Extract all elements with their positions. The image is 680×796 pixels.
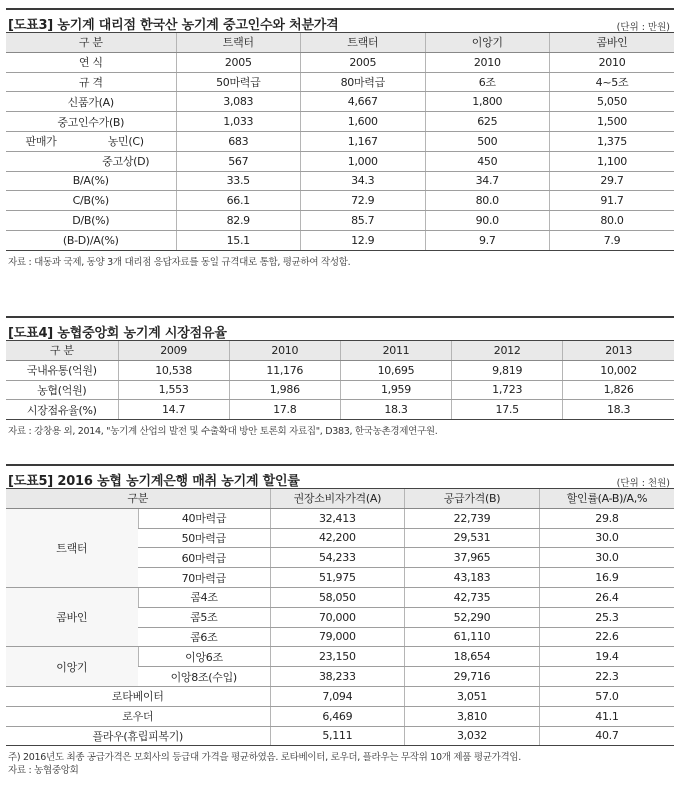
table-row <box>6 92 674 112</box>
table4-section <box>6 316 674 436</box>
table-row <box>6 400 674 420</box>
cell: 66.1 <box>176 191 301 211</box>
row-label: 이앙6조 <box>138 647 270 667</box>
cell: 1,723 <box>452 380 563 400</box>
cell: 3,083 <box>176 92 301 112</box>
cell: 15.1 <box>176 230 301 250</box>
table3-header: 이앙기 <box>425 33 550 53</box>
cell: 11,176 <box>229 360 340 380</box>
cell: 40.7 <box>539 726 674 746</box>
cell: 29,716 <box>405 667 540 687</box>
row-label: 연 식 <box>6 52 176 72</box>
cell: 38,233 <box>270 667 405 687</box>
cell: 72.9 <box>301 191 426 211</box>
cell: 2005 <box>176 52 301 72</box>
table-row <box>6 380 674 400</box>
cell: 16.9 <box>539 568 674 588</box>
row-label: B/A(%) <box>6 171 176 191</box>
cell: 1,100 <box>550 151 675 171</box>
row-label: 중고상(D) <box>102 155 150 169</box>
row-label: D/B(%) <box>6 211 176 231</box>
cell: 79,000 <box>270 627 405 647</box>
table-row <box>6 587 674 607</box>
table5-header: 권장소비자가격(A) <box>270 489 405 509</box>
cell: 37,965 <box>405 548 540 568</box>
table-row <box>6 112 674 132</box>
row-label: 플라우(휴립피복기) <box>6 726 270 746</box>
cell: 567 <box>176 151 301 171</box>
cell: 22.6 <box>539 627 674 647</box>
row-label: (B-D)/A(%) <box>6 230 176 250</box>
cell: 18.3 <box>340 400 451 420</box>
cell: 34.3 <box>301 171 426 191</box>
row-label: 규 격 <box>6 72 176 92</box>
table4-header: 2013 <box>563 341 674 361</box>
table5-title: [도표5] 2016 농협 농기계은행 매취 농기계 할인률 <box>8 474 300 489</box>
cell: 18,654 <box>405 647 540 667</box>
table5-note: 주) 2016년도 최종 공급가격은 모회사의 등급대 가격을 평균하였음. 로타베이터, 로우더, 플라우는 무작위 10개 제품 평균가격임. <box>8 752 521 764</box>
cell: 1,500 <box>550 112 675 132</box>
cell: 22,739 <box>405 508 540 528</box>
table-row <box>6 191 674 211</box>
cell: 683 <box>176 131 301 151</box>
cell: 12.9 <box>301 230 426 250</box>
row-label: 로타베이터 <box>6 686 270 706</box>
cell: 80마력급 <box>301 72 426 92</box>
cell: 1,800 <box>425 92 550 112</box>
cell: 82.9 <box>176 211 301 231</box>
cell: 30.0 <box>539 548 674 568</box>
row-label: 국내유통(억원) <box>6 360 118 380</box>
cell: 5,111 <box>270 726 405 746</box>
cell: 32,413 <box>270 508 405 528</box>
table3 <box>6 32 674 251</box>
table4 <box>6 340 674 420</box>
table5 <box>6 488 674 746</box>
table3-header: 구 분 <box>6 33 176 53</box>
group-label: 이앙기 <box>6 647 138 687</box>
cell: 9.7 <box>425 230 550 250</box>
table3-header: 콤바인 <box>550 33 675 53</box>
cell: 41.1 <box>539 706 674 726</box>
cell: 51,975 <box>270 568 405 588</box>
table5-header: 할인률(A-B)/A,% <box>539 489 674 509</box>
cell: 2010 <box>550 52 675 72</box>
cell: 42,200 <box>270 528 405 548</box>
cell: 9,819 <box>452 360 563 380</box>
row-label: 70마력급 <box>138 568 270 588</box>
sale-group-cell <box>6 131 176 151</box>
cell: 4,667 <box>301 92 426 112</box>
table3-title: [도표3] 농기계 대리점 한국산 농기계 중고인수와 처분가격 <box>8 18 339 33</box>
row-label: 이앙8조(수입) <box>138 667 270 687</box>
row-label: 40마력급 <box>138 508 270 528</box>
sale-row-cell <box>6 151 176 171</box>
table-row <box>6 151 674 171</box>
cell: 3,051 <box>405 686 540 706</box>
table5-title-row <box>6 464 674 488</box>
cell: 34.7 <box>425 171 550 191</box>
table3-title-row <box>6 8 674 32</box>
cell: 80.0 <box>425 191 550 211</box>
cell: 7,094 <box>270 686 405 706</box>
table5-header-row <box>6 489 674 509</box>
cell: 3,810 <box>405 706 540 726</box>
cell: 10,538 <box>118 360 229 380</box>
cell: 7.9 <box>550 230 675 250</box>
table3-note: 자료 : 대동과 국제, 동양 3개 대리점 응답자료를 동일 규격대로 통합, 평균하여 작성함. <box>8 256 351 268</box>
cell: 6,469 <box>270 706 405 726</box>
table3-section <box>6 8 674 267</box>
cell: 1,553 <box>118 380 229 400</box>
table4-header: 2010 <box>229 341 340 361</box>
group-label: 콤바인 <box>6 587 138 646</box>
cell: 1,167 <box>301 131 426 151</box>
row-label: 농민(C) <box>107 135 144 149</box>
cell: 52,290 <box>405 607 540 627</box>
cell: 30.0 <box>539 528 674 548</box>
cell: 1,826 <box>563 380 674 400</box>
table-row <box>6 706 674 726</box>
cell: 43,183 <box>405 568 540 588</box>
cell: 17.8 <box>229 400 340 420</box>
table4-title: [도표4] 농협중앙회 농기계 시장점유율 <box>8 326 227 341</box>
table3-unit: (단위 : 만원) <box>616 22 670 33</box>
cell: 17.5 <box>452 400 563 420</box>
table3-header: 트랙터 <box>301 33 426 53</box>
table3-header: 트랙터 <box>176 33 301 53</box>
cell: 80.0 <box>550 211 675 231</box>
table-row <box>6 726 674 746</box>
cell: 19.4 <box>539 647 674 667</box>
cell: 42,735 <box>405 587 540 607</box>
cell: 29,531 <box>405 528 540 548</box>
table5-header: 공급가격(B) <box>405 489 540 509</box>
table3-header-row <box>6 33 674 53</box>
cell: 1,959 <box>340 380 451 400</box>
row-label: 콤6조 <box>138 627 270 647</box>
cell: 1,000 <box>301 151 426 171</box>
cell: 10,695 <box>340 360 451 380</box>
cell: 2010 <box>425 52 550 72</box>
cell: 5,050 <box>550 92 675 112</box>
cell: 18.3 <box>563 400 674 420</box>
row-label: 중고인수가(B) <box>6 112 176 132</box>
cell: 23,150 <box>270 647 405 667</box>
table5-section <box>6 464 674 778</box>
row-label: C/B(%) <box>6 191 176 211</box>
cell: 4~5조 <box>550 72 675 92</box>
cell: 61,110 <box>405 627 540 647</box>
table-row <box>6 171 674 191</box>
sale-group-label: 판매가 <box>25 135 57 149</box>
cell: 625 <box>425 112 550 132</box>
cell: 500 <box>425 131 550 151</box>
table4-header: 2009 <box>118 341 229 361</box>
table5-header: 구분 <box>6 489 270 509</box>
cell: 70,000 <box>270 607 405 627</box>
table4-header: 구 분 <box>6 341 118 361</box>
row-label: 콤5조 <box>138 607 270 627</box>
row-label: 60마력급 <box>138 548 270 568</box>
cell: 54,233 <box>270 548 405 568</box>
cell: 22.3 <box>539 667 674 687</box>
table-row <box>6 508 674 528</box>
cell: 50마력급 <box>176 72 301 92</box>
group-label: 트랙터 <box>6 508 138 587</box>
cell: 29.8 <box>539 508 674 528</box>
table4-header: 2012 <box>452 341 563 361</box>
cell: 90.0 <box>425 211 550 231</box>
cell: 29.7 <box>550 171 675 191</box>
table-row <box>6 211 674 231</box>
cell: 1,375 <box>550 131 675 151</box>
table-row <box>6 360 674 380</box>
table-row <box>6 72 674 92</box>
cell: 33.5 <box>176 171 301 191</box>
row-label: 시장점유율(%) <box>6 400 118 420</box>
cell: 85.7 <box>301 211 426 231</box>
row-label: 50마력급 <box>138 528 270 548</box>
table5-source: 자료 : 농협중앙회 <box>8 765 79 777</box>
table4-header: 2011 <box>340 341 451 361</box>
cell: 57.0 <box>539 686 674 706</box>
table-row <box>6 230 674 250</box>
cell: 6조 <box>425 72 550 92</box>
cell: 10,002 <box>563 360 674 380</box>
table-row <box>6 686 674 706</box>
table4-title-row <box>6 316 674 340</box>
cell: 1,600 <box>301 112 426 132</box>
cell: 3,032 <box>405 726 540 746</box>
row-label: 콤4조 <box>138 587 270 607</box>
cell: 14.7 <box>118 400 229 420</box>
cell: 1,033 <box>176 112 301 132</box>
cell: 26.4 <box>539 587 674 607</box>
table4-header-row <box>6 341 674 361</box>
table4-note: 자료 : 강창용 외, 2014, "농기계 산업의 발전 및 수출확대 방안 토론회 자료집", D383, 한국농촌경제연구원. <box>8 426 438 438</box>
cell: 2005 <box>301 52 426 72</box>
table5-unit: (단위 : 천원) <box>616 478 670 489</box>
row-label: 농협(억원) <box>6 380 118 400</box>
row-label: 신품가(A) <box>6 92 176 112</box>
table-row <box>6 647 674 667</box>
cell: 25.3 <box>539 607 674 627</box>
cell: 1,986 <box>229 380 340 400</box>
row-label: 로우더 <box>6 706 270 726</box>
table-row <box>6 131 674 151</box>
table-row <box>6 52 674 72</box>
cell: 450 <box>425 151 550 171</box>
cell: 58,050 <box>270 587 405 607</box>
cell: 91.7 <box>550 191 675 211</box>
